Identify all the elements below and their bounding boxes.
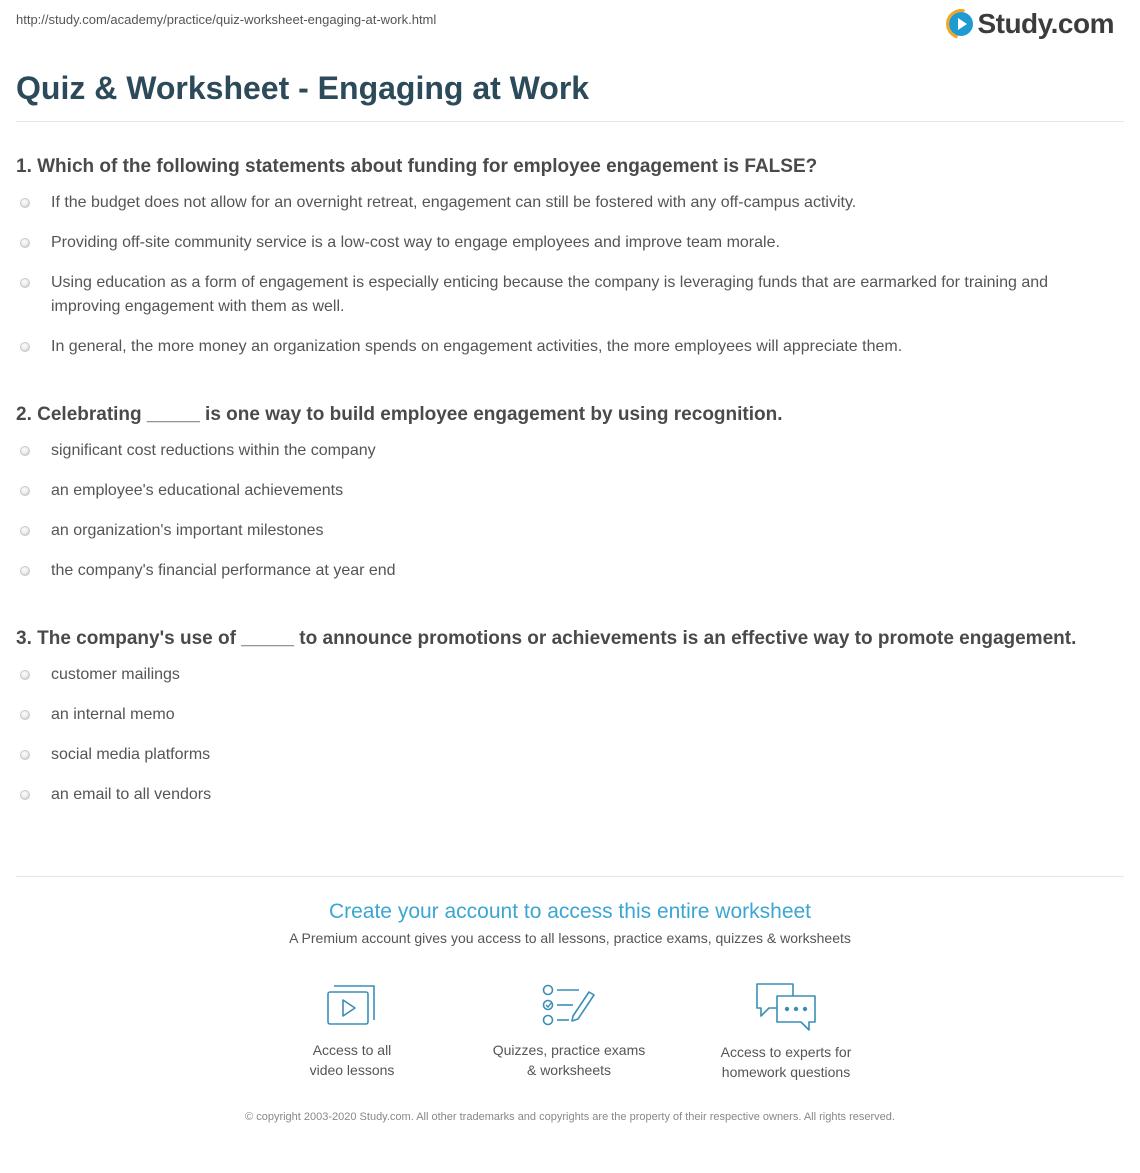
choice-option[interactable] <box>16 703 1116 727</box>
choice-option[interactable] <box>16 271 1116 319</box>
page-url: http://study.com/academy/practice/quiz-worksheet-engaging-at-work.html <box>16 12 437 27</box>
choice-label: social media platforms <box>51 746 211 763</box>
chat-bubbles-icon <box>753 980 819 1032</box>
video-lesson-icon <box>322 980 382 1030</box>
question-text: 2. Celebrating _____ is one way to build employee engagement by using recognition. <box>16 404 783 425</box>
choice-label: an internal memo <box>51 706 175 723</box>
signup-cta <box>0 900 1140 946</box>
question-text: 3. The company's use of _____ to announce promotions or achievements is an effective way to promote engagement. <box>16 628 1077 649</box>
choice-label: an employee's educational achievements <box>51 482 344 499</box>
feature-video-lessons <box>252 980 452 1080</box>
choice-option[interactable] <box>16 519 1116 543</box>
radio-button-icon[interactable] <box>20 238 30 248</box>
question-2 <box>16 401 1116 599</box>
choice-label: significant cost reductions within the company <box>51 442 376 459</box>
choice-option[interactable] <box>16 479 1116 503</box>
radio-button-icon[interactable] <box>20 342 30 352</box>
question-text: 1. Which of the following statements about funding for employee engagement is FALSE? <box>16 156 818 177</box>
page-title: Quiz & Worksheet - Engaging at Work <box>16 70 590 106</box>
feature-label: Quizzes, practice exams & worksheets <box>492 1042 646 1078</box>
choice-label: an email to all vendors <box>51 786 212 803</box>
radio-button-icon[interactable] <box>20 198 30 208</box>
choice-label: the company's financial performance at year end <box>51 562 396 579</box>
choice-option[interactable] <box>16 663 1116 687</box>
study-logo[interactable] <box>949 8 1114 40</box>
choice-label: customer mailings <box>51 666 180 683</box>
feature-label: Access to experts for homework questions <box>720 1044 852 1080</box>
cta-subtitle: A Premium account gives you access to all lessons, practice exams, quizzes & worksheets <box>289 930 851 946</box>
feature-quizzes <box>469 980 669 1080</box>
question-1 <box>16 153 1116 375</box>
feature-experts <box>686 980 886 1082</box>
radio-button-icon[interactable] <box>20 710 30 720</box>
choice-option[interactable] <box>16 743 1116 767</box>
choice-list <box>16 663 1116 807</box>
checklist-icon <box>539 980 599 1030</box>
choice-label: Using education as a form of engagement is especially enticing because the company is leveraging funds that are earmarked for training and improving engagement with them as well. <box>51 274 1049 315</box>
choice-option[interactable] <box>16 335 1116 359</box>
choice-option[interactable] <box>16 191 1116 215</box>
choice-list <box>16 439 1116 583</box>
question-3 <box>16 625 1116 823</box>
radio-button-icon[interactable] <box>20 446 30 456</box>
radio-button-icon[interactable] <box>20 750 30 760</box>
radio-button-icon[interactable] <box>20 486 30 496</box>
choice-list <box>16 191 1116 359</box>
choice-label: an organization's important milestones <box>51 522 324 539</box>
radio-button-icon[interactable] <box>20 526 30 536</box>
radio-button-icon[interactable] <box>20 566 30 576</box>
choice-label: In general, the more money an organization spends on engagement activities, the more employees will appreciate them. <box>51 338 903 355</box>
logo-text: Study.com <box>977 8 1114 39</box>
choice-label: If the budget does not allow for an overnight retreat, engagement can still be fostered with any off-campus activity. <box>51 194 857 211</box>
logo-play-icon <box>949 12 973 36</box>
title-divider <box>16 121 1124 122</box>
choice-option[interactable] <box>16 783 1116 807</box>
copyright-footer: © copyright 2003-2020 Study.com. All other trademarks and copyrights are the property of their respective owners. All rights reserved. <box>245 1111 895 1123</box>
choice-label: Providing off-site community service is a low-cost way to engage employees and improve team morale. <box>51 234 780 251</box>
choice-option[interactable] <box>16 559 1116 583</box>
section-divider <box>16 876 1124 877</box>
radio-button-icon[interactable] <box>20 278 30 288</box>
cta-link[interactable]: Create your account to access this entire worksheet <box>328 900 812 923</box>
choice-option[interactable] <box>16 231 1116 255</box>
choice-option[interactable] <box>16 439 1116 463</box>
radio-button-icon[interactable] <box>20 670 30 680</box>
feature-label: Access to all video lessons <box>309 1042 395 1078</box>
radio-button-icon[interactable] <box>20 790 30 800</box>
